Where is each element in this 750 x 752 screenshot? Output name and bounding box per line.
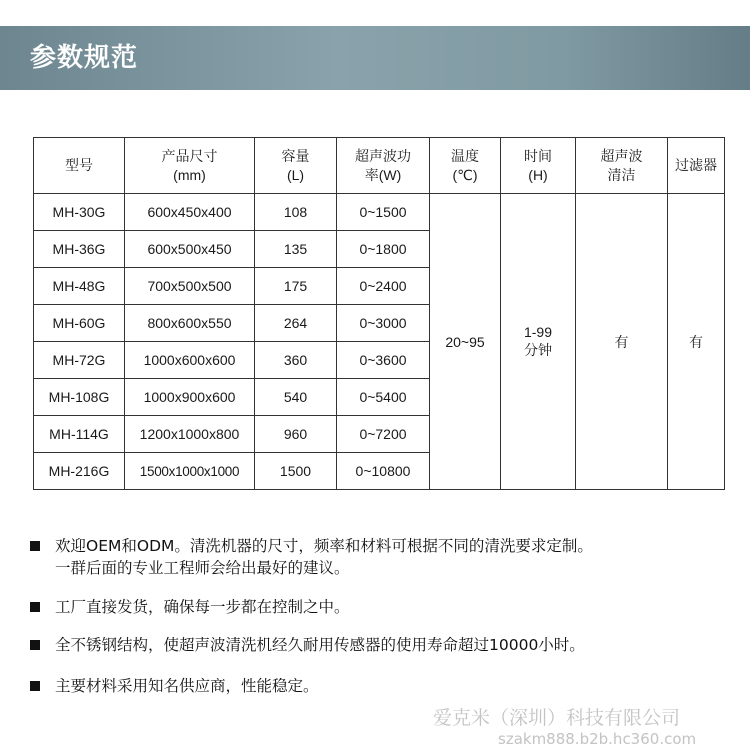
cell-filter: 有 xyxy=(668,194,725,490)
cell-capacity: 960 xyxy=(255,416,337,453)
bullet-square-icon xyxy=(30,640,40,650)
header-time: 时间 (H) xyxy=(501,138,576,194)
cell-model: MH-60G xyxy=(34,305,125,342)
cell-size: 1000x600x600 xyxy=(125,342,255,379)
list-item xyxy=(30,675,745,697)
list-item xyxy=(30,596,745,618)
header-model: 型号 xyxy=(34,138,125,194)
cell-capacity: 540 xyxy=(255,379,337,416)
list-item-text: 工厂直接发货，确保每一步都在控制之中。 xyxy=(55,598,350,616)
cell-size: 600x500x450 xyxy=(125,231,255,268)
cell-capacity: 264 xyxy=(255,305,337,342)
cell-capacity: 175 xyxy=(255,268,337,305)
cell-power: 0~7200 xyxy=(337,416,430,453)
cell-capacity: 135 xyxy=(255,231,337,268)
table-row xyxy=(34,194,725,231)
list-item xyxy=(30,634,745,656)
cell-power: 0~1800 xyxy=(337,231,430,268)
cell-size: 800x600x550 xyxy=(125,305,255,342)
cell-power: 0~1500 xyxy=(337,194,430,231)
watermark-company: 爱克米（深圳）科技有限公司 xyxy=(433,707,681,729)
list-item-text: 一群后面的专业工程师会给出最好的建议。 xyxy=(55,559,350,577)
list-item-text: 主要材料采用知名供应商，性能稳定。 xyxy=(55,677,319,695)
cell-power: 0~3000 xyxy=(337,305,430,342)
cell-size: 1500x1000x1000 xyxy=(125,453,255,490)
header-power: 超声波功 率(W) xyxy=(337,138,430,194)
cell-model: MH-216G xyxy=(34,453,125,490)
cell-power: 0~5400 xyxy=(337,379,430,416)
cell-size: 600x450x400 xyxy=(125,194,255,231)
cell-size: 1200x1000x800 xyxy=(125,416,255,453)
header-banner xyxy=(0,26,750,90)
bullet-square-icon xyxy=(30,541,40,551)
watermark-url: szakm888.b2b.hc360.com xyxy=(498,730,697,748)
page-title: 参数规范 xyxy=(30,43,139,73)
cell-time: 1-99 分钟 xyxy=(501,194,576,490)
cell-ultrasonic: 有 xyxy=(576,194,668,490)
cell-model: MH-36G xyxy=(34,231,125,268)
table-header-row xyxy=(34,138,725,194)
cell-model: MH-30G xyxy=(34,194,125,231)
header-temperature: 温度 (℃) xyxy=(430,138,501,194)
cell-model: MH-72G xyxy=(34,342,125,379)
cell-size: 700x500x500 xyxy=(125,268,255,305)
cell-power: 0~3600 xyxy=(337,342,430,379)
cell-capacity: 108 xyxy=(255,194,337,231)
cell-model: MH-114G xyxy=(34,416,125,453)
cell-size: 1000x900x600 xyxy=(125,379,255,416)
header-filter: 过滤器 xyxy=(668,138,725,194)
header-size: 产品尺寸 (mm) xyxy=(125,138,255,194)
bullet-square-icon xyxy=(30,681,40,691)
list-item-text: 全不锈钢结构，使超声波清洗机经久耐用传感器的使用寿命超过10000小时。 xyxy=(55,636,585,654)
list-item-text: 欢迎OEM和ODM。清洗机器的尺寸，频率和材料可根据不同的清洗要求定制。 xyxy=(55,537,593,555)
header-capacity: 容量 (L) xyxy=(255,138,337,194)
cell-capacity: 360 xyxy=(255,342,337,379)
bullet-square-icon xyxy=(30,602,40,612)
cell-power: 0~10800 xyxy=(337,453,430,490)
cell-model: MH-48G xyxy=(34,268,125,305)
cell-capacity: 1500 xyxy=(255,453,337,490)
cell-power: 0~2400 xyxy=(337,268,430,305)
spec-table xyxy=(33,137,725,490)
list-item xyxy=(30,535,745,579)
cell-model: MH-108G xyxy=(34,379,125,416)
cell-temperature: 20~95 xyxy=(430,194,501,490)
header-ultrasonic: 超声波 清洁 xyxy=(576,138,668,194)
